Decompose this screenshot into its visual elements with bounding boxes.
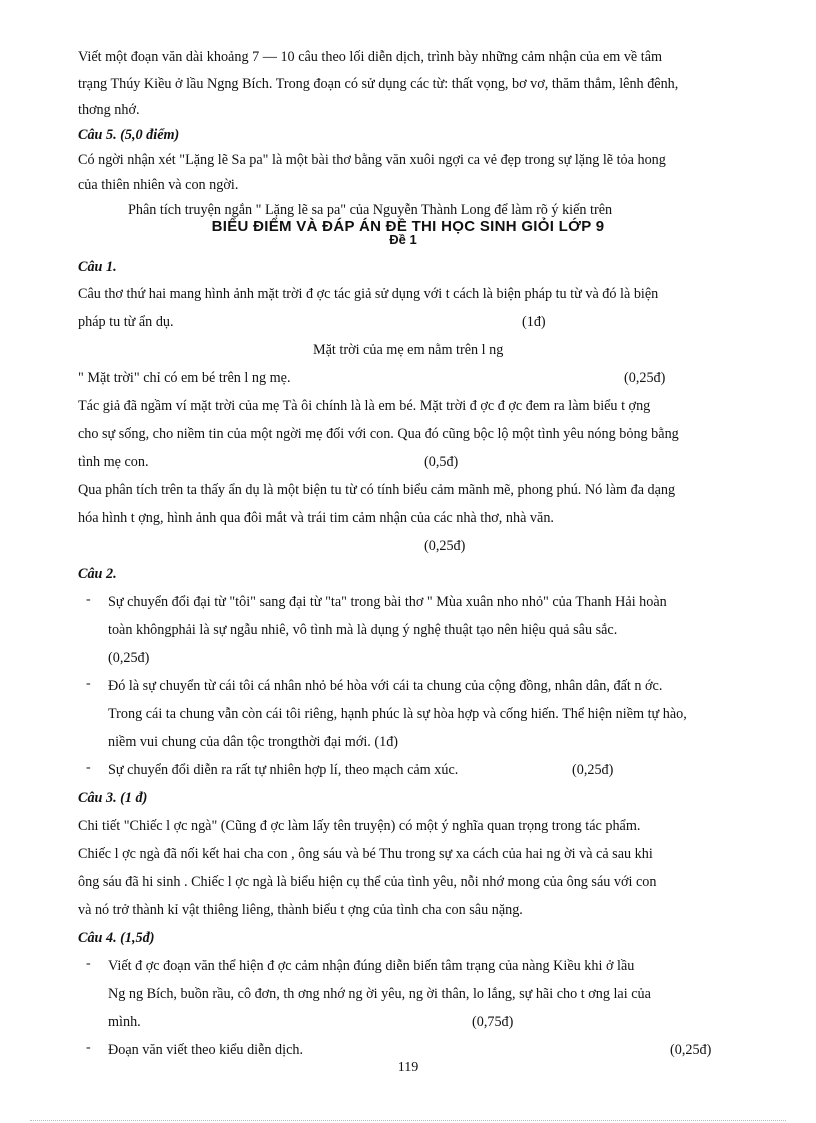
- cau4-b1-line-2: Ng ng Bích, buồn rầu, cô đơn, th ơng nhớ ng ời yêu, ng ời thân, lo lắng, sự hãi cho t ơng lai của: [108, 986, 651, 1002]
- cau4-b1-score: (0,75đ): [472, 1014, 514, 1030]
- bullet-marker: -: [86, 592, 91, 607]
- cau2-b1-line-2: toàn khôngphải là sự ngẫu nhiê, vô tình mà là dụng ý nghệ thuật tạo nên hiệu quả sâu sắc.: [108, 622, 618, 638]
- cau2-b3-score: (0,25đ): [572, 762, 614, 778]
- cau5-heading: Câu 5. (5,0 điểm): [78, 127, 180, 143]
- intro-line-2: trạng Thúy Kiều ở lầu Ngng Bích. Trong đoạn có sử dụng các từ: thất vọng, bơ vơ, thăm thẳm, lênh đênh,: [78, 76, 679, 92]
- cau2-b1-line-1: Sự chuyển đổi đại từ "tôi" sang đại từ "ta" trong bài thơ " Mùa xuân nho nhỏ" của Thanh Hải hoàn: [108, 594, 667, 610]
- cau3-line-1: Chi tiết "Chiếc l ợc ngà" (Cũng đ ợc làm lấy tên truyện) có một ý nghĩa quan trọng trong tác phẩm.: [78, 818, 641, 834]
- cau1-heading: Câu 1.: [78, 259, 117, 275]
- cau1-score-1: (1đ): [522, 314, 546, 330]
- cau3-line-4: và nó trở thành kỉ vật thiêng liêng, thành biểu t ợng của tình cha con sâu nặng.: [78, 902, 523, 918]
- cau1-line-6: Qua phân tích trên ta thấy ẩn dụ là một biện tu từ có tính biểu cảm mãnh mẽ, phong phú. Nó làm đa dạng: [78, 482, 676, 498]
- cau1-line-3: Tác giả đã ngầm ví mặt trời của mẹ Tà ôi chính là là em bé. Mặt trời đ ợc đ ợc đem ra làm biểu t ợng: [78, 398, 651, 414]
- intro-line-3: thơng nhớ.: [78, 102, 140, 118]
- cau1-line-7: hóa hình t ợng, hình ảnh qua đôi mắt và trái tim cảm nhận của các nhà thơ, nhà văn.: [78, 510, 554, 526]
- cau1-score-4: (0,25đ): [424, 538, 466, 554]
- cau1-line-4: cho sự sống, cho niềm tin của một ngời mẹ đối với con. Qua đó cũng bộc lộ một tình yêu nóng bỏng bằng: [78, 426, 679, 442]
- cau1-line-1: Câu thơ thứ hai mang hình ảnh mặt trời đ ợc tác giả sử dụng với t cách là biện pháp tu từ và đó là biện: [78, 286, 659, 302]
- bullet-marker: -: [86, 676, 91, 691]
- cau4-heading: Câu 4. (1,5đ): [78, 930, 155, 946]
- cau5-line-2: của thiên nhiên và con ngời.: [78, 177, 239, 193]
- cau1-score-2: (0,25đ): [624, 370, 666, 386]
- cau4-b1-line-3: mình.: [108, 1014, 141, 1030]
- page-number: 119: [397, 1060, 419, 1075]
- cau4-b2: Đoạn văn viết theo kiểu diễn dịch.: [108, 1042, 304, 1058]
- page-bottom-divider: [30, 1120, 786, 1121]
- cau3-heading: Câu 3. (1 đ): [78, 790, 148, 806]
- cau2-heading: Câu 2.: [78, 566, 117, 582]
- cau1-line-2: pháp tu từ ẩn dụ.: [78, 314, 174, 330]
- cau3-line-3: ông sáu đã hi sinh . Chiếc l ợc ngà là biểu hiện cụ thể của tình yêu, nỗi nhớ mong của ông sáu với con: [78, 874, 657, 890]
- cau2-b1-score: (0,25đ): [108, 650, 150, 666]
- cau2-b2-line-1: Đó là sự chuyển từ cái tôi cá nhân nhỏ bé hòa với cái ta chung của cộng đồng, nhân dân, đất n ớc.: [108, 678, 663, 694]
- cau2-b2-line-2: Trong cái ta chung vẫn còn cái tôi riêng, hạnh phúc là sự hòa hợp và cống hiến. Thể hiện niềm tự hào,: [108, 706, 687, 722]
- cau1-quote: Mặt trời của mẹ em nằm trên l ng: [313, 342, 504, 358]
- bullet-marker: -: [86, 956, 91, 971]
- cau4-b2-score: (0,25đ): [670, 1042, 712, 1058]
- cau5-line-1: Có ngời nhận xét "Lặng lẽ Sa pa" là một bài thơ bằng văn xuôi ngợi ca vẻ đẹp trong sự lặng lẽ tỏa hong: [78, 152, 666, 168]
- cau2-b2-line-3: niềm vui chung của dân tộc trongthời đại mới. (1đ): [108, 734, 399, 750]
- cau4-b1-line-1: Viết đ ợc đoạn văn thể hiện đ ợc cảm nhận đúng diễn biến tâm trạng của nàng Kiều khi ở lầu: [108, 958, 635, 974]
- cau1-score-3: (0,5đ): [424, 454, 459, 470]
- bullet-marker: -: [86, 760, 91, 775]
- cau1-quote-2: " Mặt trời" chỉ có em bé trên l ng mẹ.: [78, 370, 291, 386]
- answer-title: BIỂU ĐIỂM VÀ ĐÁP ÁN ĐỀ THI HỌC SINH GIỎI LỚP 9: [211, 218, 605, 235]
- cau5-task: Phân tích truyện ngắn " Lặng lẽ sa pa" của Nguyễn Thành Long để làm rõ ý kiến trên: [128, 202, 613, 218]
- cau3-line-2: Chiếc l ợc ngà đã nối kết hai cha con , ông sáu và bé Thu trong sự xa cách của hai ng ời và cả sau khi: [78, 846, 653, 862]
- cau1-line-5: tình mẹ con.: [78, 454, 149, 470]
- cau2-b3: Sự chuyển đổi diễn ra rất tự nhiên hợp lí, theo mạch cảm xúc.: [108, 762, 459, 778]
- bullet-marker: -: [86, 1040, 91, 1055]
- answer-subtitle: Đề 1: [389, 232, 417, 247]
- intro-line-1: Viết một đoạn văn dài khoảng 7 — 10 câu theo lối diễn dịch, trình bày những cảm nhận của em về tâm: [78, 49, 663, 65]
